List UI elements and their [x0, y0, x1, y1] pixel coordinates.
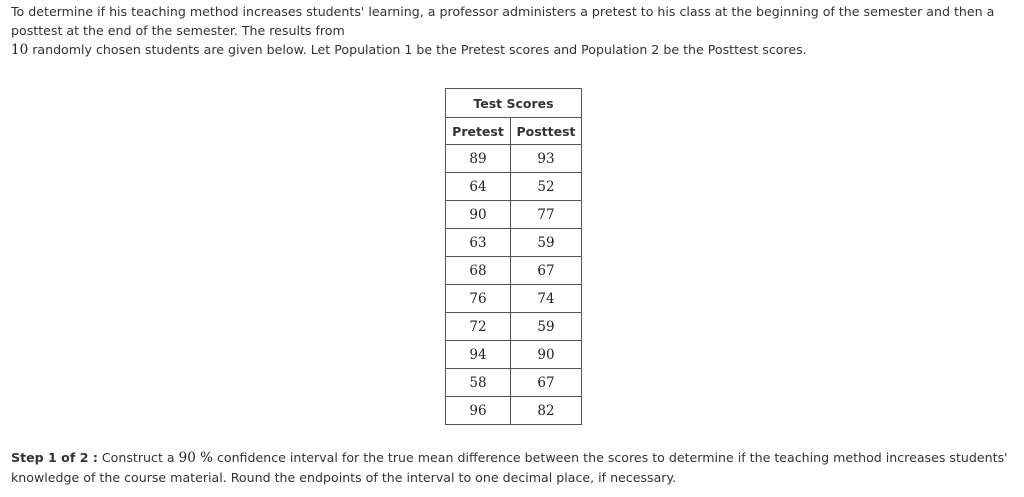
table-caption: Test Scores — [446, 89, 582, 118]
confidence-level: 90 — [178, 450, 196, 466]
step-text-before: Construct a — [97, 450, 179, 465]
table-caption-row — [446, 89, 582, 118]
posttest-cell: 59 — [511, 313, 582, 341]
posttest-cell: 90 — [511, 341, 582, 369]
table-row — [446, 229, 582, 257]
step-text — [11, 448, 1016, 487]
intro-text — [11, 2, 1016, 60]
table-row — [446, 257, 582, 285]
percent-sign: % — [195, 450, 213, 466]
table-row — [446, 313, 582, 341]
pretest-cell: 63 — [446, 229, 511, 257]
step-text-after: confidence interval for the true mean difference between the scores to determine if the teaching method increases students' knowledge of the course material. Round the endpoints of the interval to one decimal place, if necessary. — [11, 450, 1008, 485]
posttest-cell: 67 — [511, 369, 582, 397]
pretest-cell: 68 — [446, 257, 511, 285]
table-row — [446, 397, 582, 425]
step-label: Step 1 of 2 : — [11, 450, 98, 465]
table-row — [446, 285, 582, 313]
posttest-cell: 59 — [511, 229, 582, 257]
problem-intro — [11, 2, 1016, 60]
pretest-cell: 72 — [446, 313, 511, 341]
intro-line-2: randomly chosen students are given below. Let Population 1 be the Pretest scores and Population 2 be the Posttest scores. — [28, 42, 807, 57]
header-pretest: Pretest — [446, 118, 511, 145]
pretest-cell: 58 — [446, 369, 511, 397]
posttest-cell: 52 — [511, 173, 582, 201]
posttest-cell: 77 — [511, 201, 582, 229]
pretest-cell: 90 — [446, 201, 511, 229]
intro-line-1: To determine if his teaching method increases students' learning, a professor administers a pretest to his class at the beginning of the semester and then a posttest at the end of the semester. The results from — [11, 4, 995, 38]
table-row — [446, 369, 582, 397]
posttest-cell: 67 — [511, 257, 582, 285]
table-row — [446, 173, 582, 201]
posttest-cell: 82 — [511, 397, 582, 425]
pretest-cell: 64 — [446, 173, 511, 201]
pretest-cell: 89 — [446, 145, 511, 173]
table-row — [446, 341, 582, 369]
pretest-cell: 76 — [446, 285, 511, 313]
sample-size: 10 — [11, 42, 29, 58]
posttest-cell: 74 — [511, 285, 582, 313]
table-header-row — [446, 118, 582, 145]
test-scores-table — [445, 88, 582, 425]
pretest-cell: 94 — [446, 341, 511, 369]
table-row — [446, 145, 582, 173]
pretest-cell: 96 — [446, 397, 511, 425]
step-instructions — [11, 448, 1016, 487]
header-posttest: Posttest — [511, 118, 582, 145]
table-row — [446, 201, 582, 229]
posttest-cell: 93 — [511, 145, 582, 173]
